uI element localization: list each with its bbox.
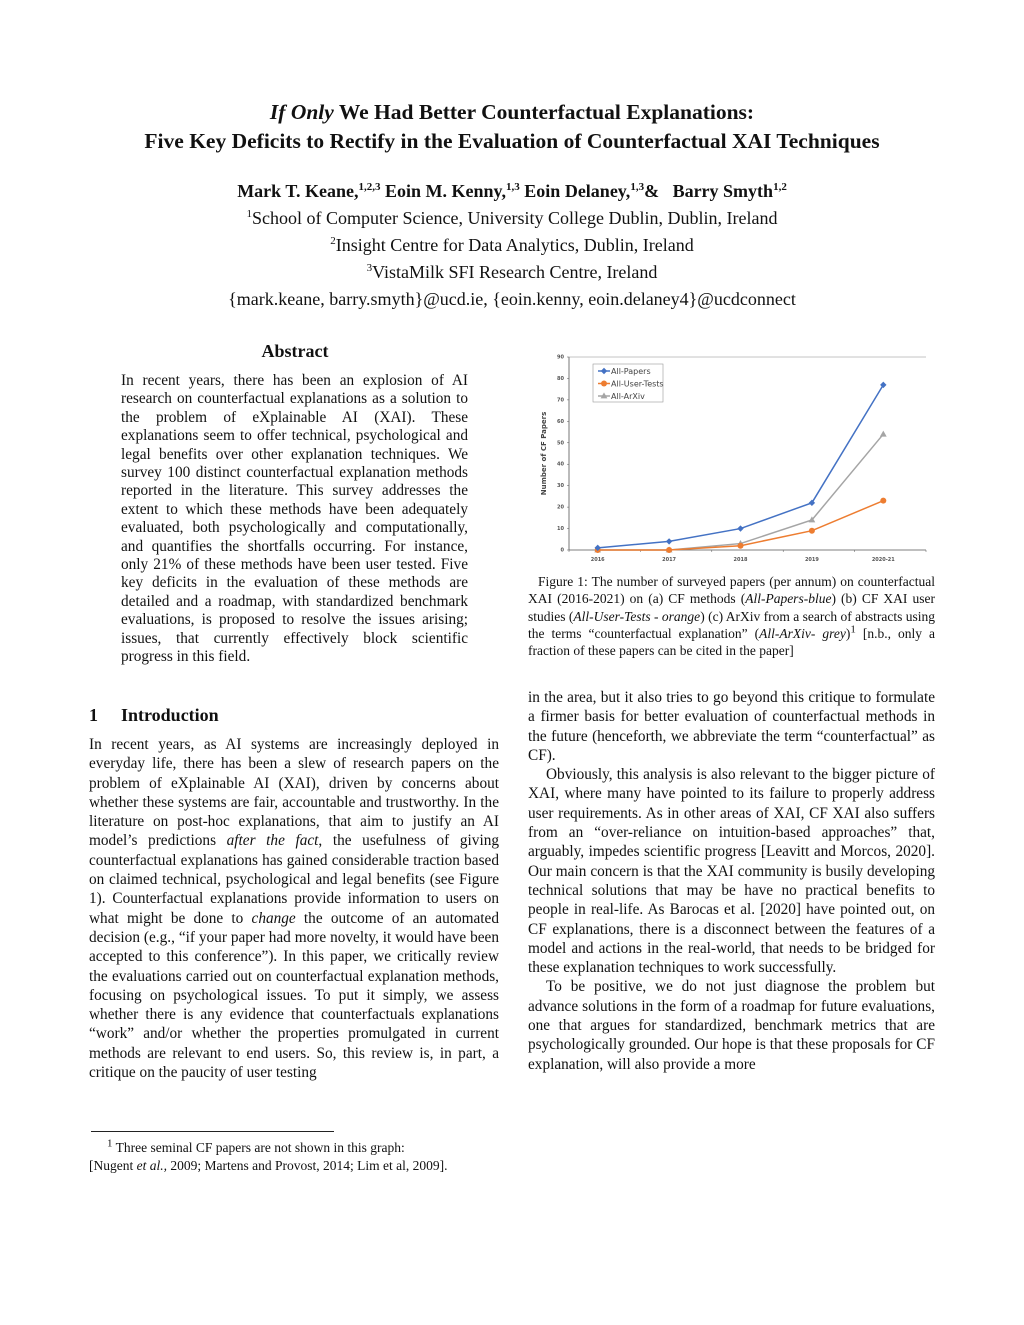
section-heading-introduction — [89, 705, 219, 726]
data-point-circle — [601, 381, 607, 387]
ampersand: & — [644, 181, 660, 201]
text-run: ) (b) CF XAI user studies ( — [528, 591, 935, 624]
y-tick-label: 40 — [557, 461, 564, 468]
author-block — [0, 178, 1024, 313]
figure-caption — [528, 573, 935, 659]
text-run: ) (c) ArXiv from a search of abstracts using the terms “counterfactual explanation” ( — [528, 608, 936, 641]
chart-series — [594, 382, 886, 553]
line-chart — [528, 350, 928, 570]
author: Eoin M. Kenny, — [385, 181, 507, 201]
footnote-line — [89, 1157, 509, 1175]
text-run: , the usefulness of giving counterfactual explanations has gained considerable traction based on claimed technical, psychological and legal benefits (see Figure 1). Counterfactual explanations provide information to users on what might be done to — [89, 832, 499, 927]
author: Mark T. Keane, — [237, 181, 359, 201]
paper-title — [0, 98, 1024, 156]
x-tick-label: 2019 — [804, 557, 819, 563]
affil-number: 3 — [366, 262, 373, 274]
text-run: ) — [845, 625, 851, 641]
title-line1-rest: We Had Better Counterfactual Explanations: — [333, 100, 755, 124]
affil-text: Insight Centre for Data Analytics, Dublin, Ireland — [335, 235, 694, 255]
affiliation — [0, 232, 1024, 259]
footnote-mark: 1 — [107, 1137, 113, 1150]
data-point-circle — [666, 547, 672, 553]
series-line — [598, 434, 884, 550]
text-run: [n.b., only a fraction of these papers can be cited in the paper] — [528, 625, 935, 659]
author-affil: 1,3 — [506, 181, 520, 193]
paragraph: To be positive, we do not just diagnose the problem but advance solutions in the form of a roadmap for future evaluations, one that argues for standardized, benchmark metrics that are psychologically grounded. Our hope is that these proposals for CF explanation, will also provide a more — [528, 978, 935, 1073]
paragraph: in the area, but it also tries to go beyond this critique to formulate a firmer basis for better evaluation of counterfactual methods in the future (henceforth, we abbreviate the term “counterfactual” as CF). — [528, 689, 935, 764]
series-line — [598, 385, 884, 548]
section-number: 1 — [89, 705, 98, 725]
y-tick-label: 20 — [557, 504, 564, 511]
y-tick-label: 90 — [557, 354, 564, 361]
text-run: Three seminal CF papers are not shown in this graph: — [112, 1140, 405, 1155]
y-tick-label: 80 — [557, 375, 564, 382]
y-tick-label: 70 — [557, 397, 564, 404]
legend-label: All-User-Tests — [611, 379, 664, 389]
paragraph — [89, 735, 499, 1082]
data-point-circle — [738, 543, 744, 549]
affiliation — [0, 205, 1024, 232]
x-tick-label: 2017 — [662, 557, 677, 563]
affiliation — [0, 259, 1024, 286]
introduction-body — [89, 735, 499, 1082]
title-line-2: Five Key Deficits to Rectify in the Evaluation of Counterfactual XAI Techniques — [144, 129, 880, 153]
emphasis: All-User-Tests - orange — [573, 608, 701, 624]
series-all-arxiv — [594, 431, 886, 553]
text-run: 2009; Martens and Provost, 2014; Lim et al, 2009]. — [167, 1158, 448, 1173]
abstract-heading: Abstract — [261, 341, 329, 361]
figure-1-chart — [528, 350, 928, 570]
text-run: In recent years, as AI systems are increasingly deployed in everyday life, there has been a slew of research papers on the problem of eXplainable AI (XAI), driven by concerns about whether these systems are fair, accountable and trustworthy. In the literature on post-hoc explanations, that aim to justify an AI model’s predictions — [89, 736, 499, 850]
author-emails: {mark.keane, barry.smyth}@ucd.ie, {eoin.kenny, eoin.delaney4}@ucdconnect — [228, 289, 796, 309]
footnote-line — [89, 1139, 509, 1157]
emphasis: All-Papers-blue — [745, 591, 832, 607]
chart-legend — [593, 364, 664, 402]
footnote — [89, 1139, 509, 1175]
legend-label: All-Papers — [611, 366, 651, 376]
data-point-diamond — [666, 538, 672, 544]
y-tick-label: 50 — [557, 440, 564, 447]
author-affil: 1,2 — [773, 181, 787, 193]
x-tick-label: 2016 — [590, 557, 605, 563]
y-tick-label: 10 — [557, 526, 564, 533]
author-affil: 1,3 — [630, 181, 645, 193]
data-point-circle — [809, 528, 815, 534]
data-point-diamond — [809, 500, 815, 506]
author-names — [0, 178, 1024, 205]
emphasis: after the fact — [226, 832, 319, 850]
abstract-text: In recent years, there has been an explosion of AI research on counterfactual explanations as a solution to the problem of eXplainable AI (XAI). These explanations seem to offer technical, psychological and legal benefits over other explanation techniques. We survey 100 distinct counterfactual explanation methods reported in the literature. This survey addresses the extent to which these methods have been adequately evaluated, both psychologically and computationally, and quantifies the shortfalls occurring. For instance, only 21% of these methods have been user tested. Five key deficits in the evaluation of these methods are detailed and a roadmap, with standardized benchmark evaluations, is proposed to resolve the issues arising; issues, that currently effectively block scientific progress in this field. — [121, 372, 468, 666]
data-point-diamond — [880, 382, 886, 388]
data-point-diamond — [737, 525, 743, 531]
right-column-body — [528, 688, 935, 1074]
title-italic: If Only — [269, 100, 334, 124]
emphasis: et al., — [136, 1158, 167, 1173]
author: Eoin Delaney, — [524, 181, 631, 201]
author: Barry Smyth — [672, 181, 774, 201]
x-tick-label: 2018 — [733, 557, 748, 563]
x-tick-label: 2020-21 — [871, 557, 895, 563]
emphasis: change — [251, 909, 296, 927]
data-point-circle — [880, 498, 886, 504]
y-tick-label: 0 — [560, 547, 564, 554]
data-point-triangle — [880, 431, 887, 437]
text-run: Figure 1: The number of surveyed papers (per annum) on counterfactual XAI (2016-2021) on (a) CF methods ( — [528, 574, 935, 607]
y-tick-label: 30 — [557, 483, 564, 490]
author-affil: 1,2,3 — [358, 181, 381, 193]
y-axis-label: Number of CF Papers — [540, 411, 548, 496]
paragraph: Obviously, this analysis is also relevant to the bigger picture of XAI, where many have pointed to its failure to properly address user requirements. As in other areas of XAI, CF XAI also suffers from an “over-reliance on intuition-based approaches” that, arguably, impedes scientific progress [Leavitt and Morcos, 2020]. Our main concern is that the XAI community is busily developing technical solutions that may be have no practical benefits to people in real-life. As Barocas et al. [2020] have pointed out, on CF explanations, there is a disconnect between the features of a model and actions in the real-world, that needs to be bridged for these explanation techniques to work successfully. — [528, 766, 935, 977]
series-all-papers — [595, 382, 887, 551]
affil-text: School of Computer Science, University College Dublin, Dublin, Ireland — [252, 208, 778, 228]
emphasis: All-ArXiv- grey — [759, 625, 846, 641]
affil-number: 2 — [330, 235, 336, 247]
section-title: Introduction — [121, 705, 219, 725]
footnote-ref[interactable]: 1 — [850, 623, 856, 636]
y-tick-label: 60 — [557, 418, 564, 425]
text-run: [Nugent — [89, 1158, 137, 1173]
affil-text: VistaMilk SFI Research Centre, Ireland — [372, 262, 658, 282]
title-line-1 — [0, 98, 1024, 127]
text-run: the outcome of an automated decision (e.g., “if your paper had more novelty, it would have been accepted to this conference”). In this paper, we critically review the evaluations carried out on counterfactual explanation methods, focusing on psychological issues. To put it simply, we assess whether there is any evidence that counterfactuals explanations “work” and/or whether the properties promulgated in current methods are relevant to end users. So, this review is, in part, a critique on the paucity of user testing — [89, 909, 499, 1082]
affil-number: 1 — [246, 208, 253, 220]
legend-label: All-ArXiv — [611, 391, 645, 401]
footnote-divider — [91, 1131, 334, 1132]
